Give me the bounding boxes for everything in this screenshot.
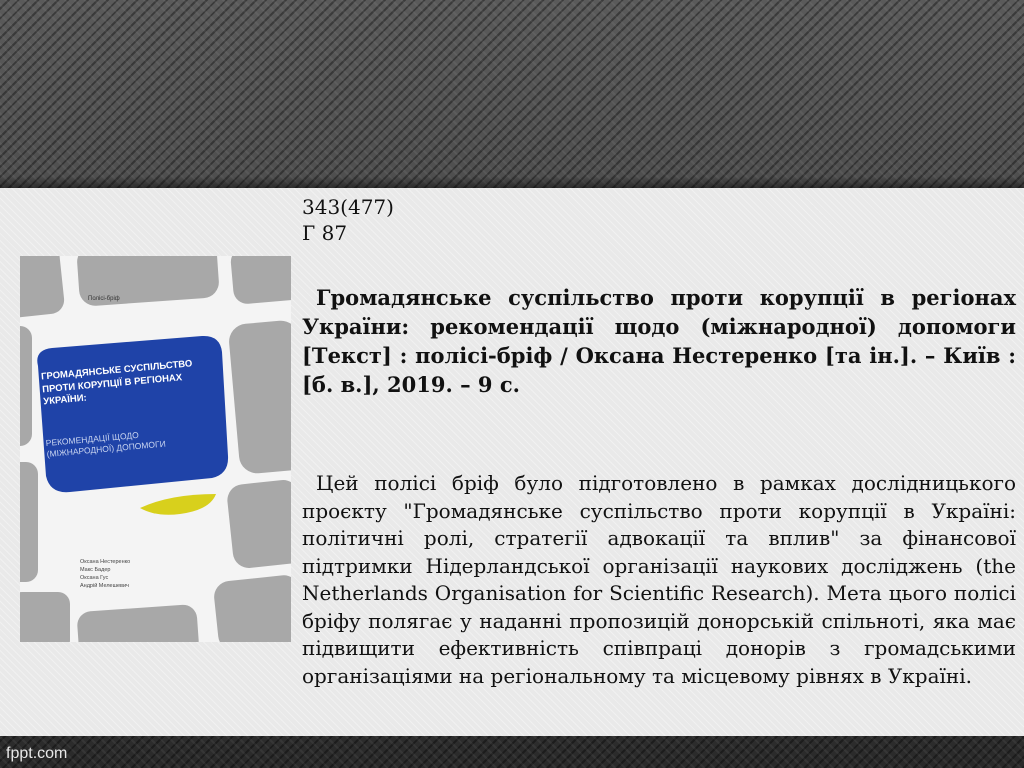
cover-author: Оксана Гус	[80, 575, 109, 581]
footer-brand: fppt.com	[6, 745, 68, 762]
cover-author: Оксана Нестеренко	[80, 559, 131, 565]
cover-tile	[20, 256, 65, 319]
cover-title: ГРОМАДЯНСЬКЕ СУСПІЛЬСТВО ПРОТИ КОРУПЦІЇ В РЕГІОНАХ УКРАЇНИ:	[40, 358, 193, 408]
call-number: 343(477)	[302, 195, 394, 219]
cover-tile	[20, 326, 32, 446]
cover-tile	[226, 478, 291, 569]
cover-tile	[213, 574, 291, 642]
author-mark: Г 87	[302, 221, 348, 245]
cover-author: Макс Бадер	[80, 567, 111, 573]
cover-tile	[20, 462, 38, 582]
cover-tile	[20, 592, 70, 642]
cover-author: Андрій Мелешевич	[80, 583, 129, 589]
cover-doc-type: Полісі-бріф	[88, 296, 120, 302]
abstract: Цей полісі бріф було підготовлено в рамках дослідницького проєкту "Громадянське суспільство проти корупції в Україні: політичні ролі, стратегії адвокації та вплив" за фінансової підтримки Нідерландської організації наукових досліджень (the Netherlands Organisation for Scientific Research). Мета цього полісі бріфу полягає у наданні пропозицій донорській спільноті, яка має підвищити ефективність співпраці донорів з громадськими організаціями на регіональному та місцевому рівнях в Україні.	[302, 471, 1016, 688]
cover-authors	[80, 558, 130, 590]
cover-subtitle: РЕКОМЕНДАЦІЇ ЩОДО (МІЖНАРОДНОЇ) ДОПОМОГИ	[45, 429, 167, 459]
cover-tile	[230, 256, 291, 305]
call-number-block	[302, 194, 1016, 246]
book-cover	[20, 256, 291, 642]
bibliographic-title: Громадянське суспільство проти корупції в регіонах України: рекомендації щодо (міжнародної) допомоги [Текст] : полісі-бріф / Оксана Нестеренко [та ін.]. – Київ : [б. в.], 2019. – 9 с.	[302, 285, 1016, 397]
